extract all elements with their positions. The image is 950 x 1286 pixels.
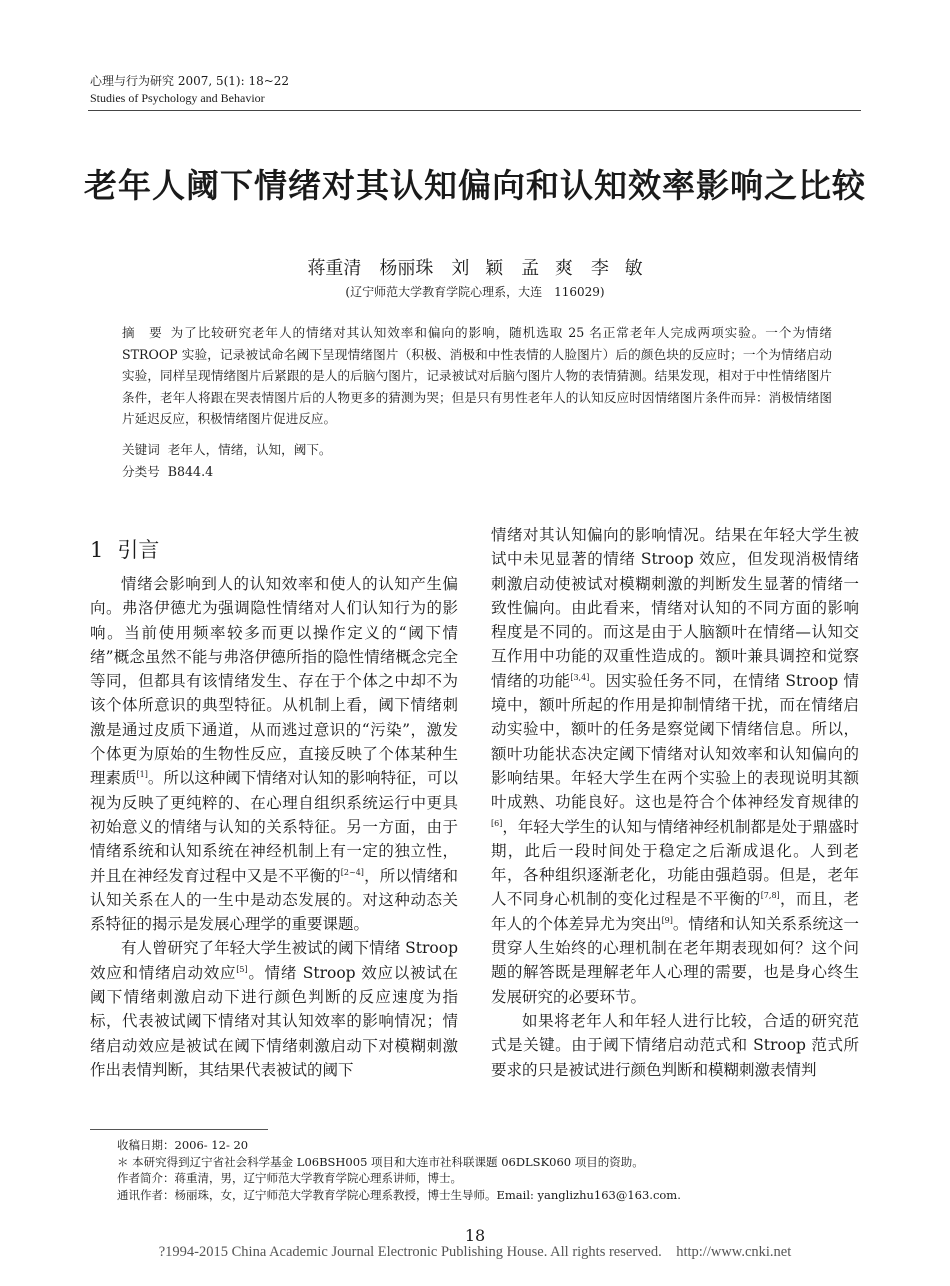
- text-run: 情绪对其认知偏向的影响情况。结果在年轻大学生被试中未见显著的情绪 Stroop 效应，但发现消极情绪刺激启动使被试对模糊刺激的判断发生显著的情绪一致性偏向。由此看来，情绪对认知的不同方面的影响程度是不同的。而这是由于人脑额叶在情绪—认知交互作用中功能的双重性造成的。额叶兼具调控和觉察情绪的功能: [491, 526, 859, 690]
- paragraph: [491, 523, 859, 1009]
- citation: [5]: [236, 964, 248, 974]
- journal-name-english: Studies of Psychology and Behavior: [90, 91, 265, 105]
- section-heading: [90, 534, 173, 564]
- footnote-received: 收稿日期：2006- 12- 20: [117, 1138, 249, 1152]
- citation: [1]: [136, 770, 148, 780]
- classification-number: [122, 461, 832, 480]
- text-run: ，而且，老年人的个体差异尤为突出: [491, 890, 859, 933]
- footnote-author-bio: 作者简介：蒋重清，男，辽宁师范大学教育学院心理系讲师，博士。: [117, 1171, 462, 1186]
- citation: [3,4]: [570, 672, 590, 682]
- text-run: 如果将老年人和年轻人进行比较，合适的研究范式是关键。由于阈下情绪启动范式和 Stroop 范式所要求的只是被试进行颜色判断和模糊刺激表情判: [491, 1011, 859, 1079]
- text-run: 情绪会影响到人的认知效率和使人的认知产生偏向。弗洛伊德尤为强调隐性情绪对人们认知行为的影响。当前使用频率较多而更以操作定义的“阈下情绪”概念虽然不能与弗洛伊德所指的隐性情绪概念完全等同，但都具有该情绪发生、存在于个体之中却不为该个体所意识的典型特征。从机制上看，阈下情绪刺激是通过皮质下通道，从而逃过意识的“污染”，激发个体更为原始的生物性反应，直接反映了个体某种生理素质: [90, 575, 458, 788]
- footnotes: [117, 1137, 857, 1203]
- author-affiliation: (辽宁师范大学教育学院心理系，大连 116029): [345, 285, 605, 299]
- abstract: [122, 322, 832, 430]
- paragraph: [491, 1009, 859, 1082]
- classification-label: 分类号: [122, 464, 160, 479]
- citation: [9]: [661, 915, 673, 925]
- author-list: 蒋重清 杨丽珠 刘 颖 孟 爽 李 敏: [307, 258, 643, 279]
- header-divider: [88, 110, 861, 111]
- citation: [6]: [491, 818, 503, 828]
- text-run: 。情绪和认知关系系统这一贯穿人生始终的心理机制在老年期表现如何？这个问题的解答既是理解老年人心理的需要，也是身心终生发展研究的必要环节。: [491, 914, 859, 1006]
- section-number: 1: [90, 538, 104, 562]
- text-run: 。因实验任务不同，在情绪 Stroop 情境中，额叶所起的作用是抑制情绪干扰，而在情绪启动实验中，额叶的任务是察觉阈下情绪信息。所以，额叶功能状态决定阈下情绪对认知效率和认知偏向的影响结果。年轻大学生在两个实验上的表现说明其额叶成熟、功能良好。这也是符合个体神经发育规律的: [491, 671, 859, 812]
- footnote-corresponding: 通讯作者：杨丽珠，女，辽宁师范大学教育学院心理系教授，博士生导师。Email: yanglizhu163@163.com.: [117, 1187, 681, 1202]
- footnote-divider: [90, 1129, 268, 1130]
- copyright-notice: ?1994-2015 China Academic Journal Electronic Publishing House. All rights reserved. http://www.cnki.net: [158, 1244, 792, 1260]
- keywords-label: 关键词: [122, 442, 160, 457]
- footnote-funding: ＊ 本研究得到辽宁省社会科学基金 L06BSH005 项目和大连市社科联课题 06DLSK060 项目的资助。: [117, 1154, 644, 1169]
- text-run: ，年轻大学生的认知与情绪神经机制都是处于鼎盛时期，此后一段时间处于稳定之后渐成退化。人到老年，各种组织逐渐老化，功能由强趋弱。但是，老年人不同身心机制的变化过程是不平衡的: [491, 817, 859, 909]
- paragraph: [90, 572, 458, 936]
- body-column-left: [90, 572, 458, 1082]
- page-number: 18: [464, 1226, 486, 1245]
- abstract-text: 为了比较研究老年人的情绪对其认知效率和偏向的影响，随机选取 25 名正常老年人完成两项实验。一个为情绪 STROOP 实验，记录被试命名阈下呈现情绪图片（积极、消极和中性表情的人脸图片）后的颜色块的反应时；一个为情绪启动实验，同样呈现情绪图片后紧跟的是人的后脑勺图片，记录被试对后脑勺图片人物的表情猜测。结果发现，相对于中性情绪图片条件，老年人将跟在哭表情图片后的人物更多的猜测为哭；但是只有男性老年人的认知反应时因情绪图片条件而异：消极情绪图片延迟反应，积极情绪图片促进反应。: [122, 325, 832, 427]
- journal-citation: 心理与行为研究 2007, 5(1): 18~22: [90, 74, 290, 88]
- text-run: 。所以这种阈下情绪对认知的影响特征，可以视为反映了更纯粹的、在心理自组织系统运行中更具初始意义的情绪与认知的关系特征。另一方面，由于情绪系统和认知系统在神经机制上有一定的独立性，并且在神经发育过程中又是不平衡的: [90, 769, 458, 885]
- paragraph: [90, 936, 458, 1082]
- abstract-label: 摘 要: [122, 325, 163, 340]
- text-run: ，所以情绪和认知关系在人的一生中是动态发展的。对这种动态关系特征的揭示是发展心理学的重要课题。: [90, 866, 458, 934]
- keywords-text: 老年人，情绪，认知，阈下。: [167, 442, 332, 457]
- text-run: 有人曾研究了年轻大学生被试的阈下情绪 Stroop 效应和情绪启动效应: [90, 939, 458, 982]
- paper-title: 老年人阈下情绪对其认知偏向和认知效率影响之比较: [84, 166, 866, 205]
- body-column-right: [491, 523, 859, 1082]
- classification-text: B844.4: [167, 464, 214, 479]
- citation: [7,8]: [760, 891, 780, 901]
- citation: [2~4]: [340, 867, 364, 877]
- keywords: [122, 439, 832, 458]
- section-title: 引言: [117, 538, 160, 562]
- text-run: 。情绪 Stroop 效应以被试在阈下情绪刺激启动下进行颜色判断的反应速度为指标，代表被试阈下情绪对其认知效率的影响情况；情绪启动效应是被试在阈下情绪刺激启动下对模糊刺激作出表情判断，其结果代表被试的阈下: [90, 963, 458, 1079]
